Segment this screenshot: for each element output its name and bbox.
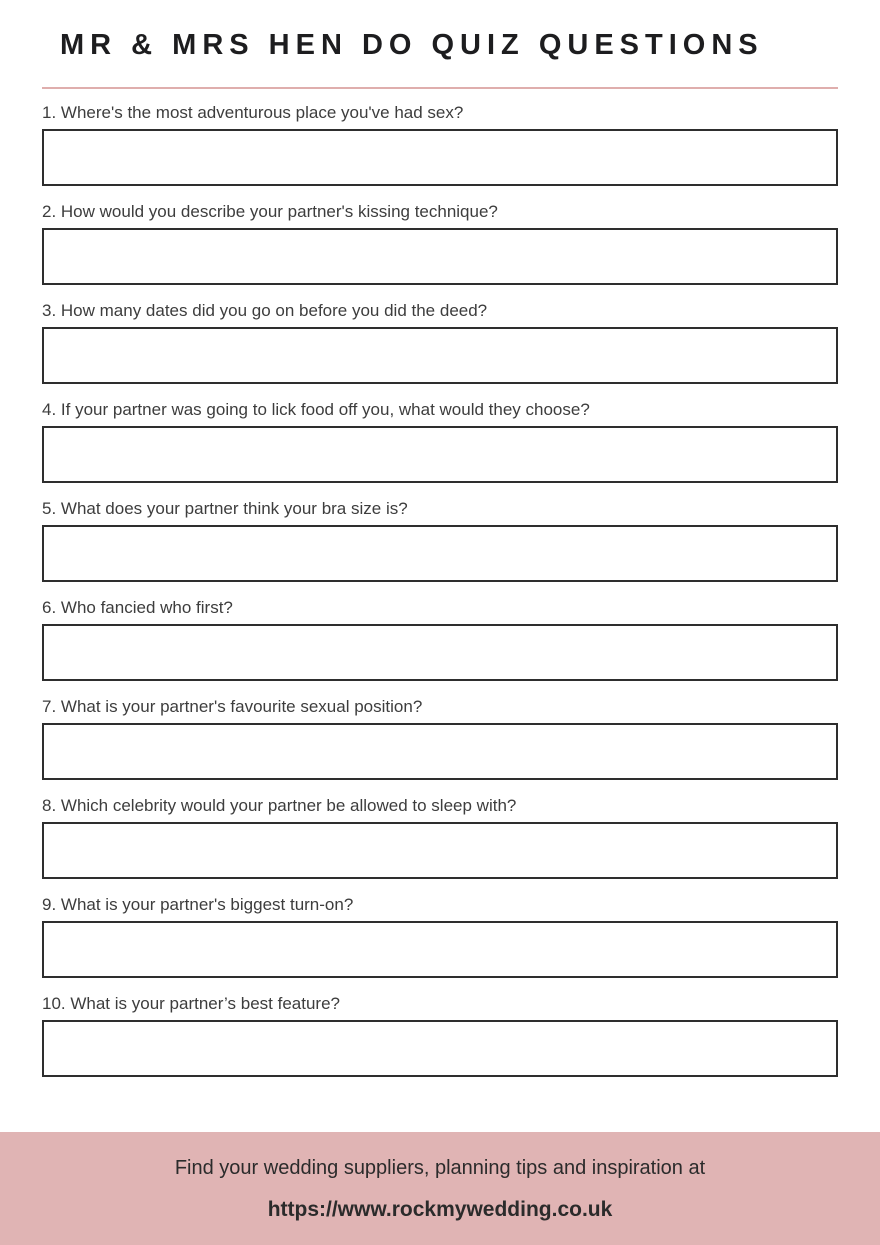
footer-tagline: Find your wedding suppliers, planning tips and inspiration at	[174, 1156, 706, 1179]
question-label: 8. Which celebrity would your partner be allowed to sleep with?	[42, 796, 517, 815]
question-label: 7. What is your partner's favourite sexual position?	[42, 697, 423, 716]
answer-box-9[interactable]	[42, 921, 838, 978]
question-label: 9. What is your partner's biggest turn-on?	[42, 895, 354, 914]
question-block-1	[42, 101, 838, 186]
question-block-7	[42, 695, 838, 780]
question-block-6	[42, 596, 838, 681]
question-label: 4. If your partner was going to lick food off you, what would they choose?	[42, 400, 590, 419]
answer-box-7[interactable]	[42, 723, 838, 780]
question-label: 3. How many dates did you go on before you did the deed?	[42, 301, 488, 320]
footer-url-link[interactable]: https://www.rockmywedding.co.uk	[267, 1197, 613, 1221]
page-title: MR & MRS HEN DO QUIZ QUESTIONS	[60, 29, 764, 61]
answer-box-2[interactable]	[42, 228, 838, 285]
answer-box-4[interactable]	[42, 426, 838, 483]
questions-list	[42, 101, 838, 1077]
footer-banner	[0, 1132, 880, 1245]
question-label: 5. What does your partner think your bra size is?	[42, 499, 408, 518]
question-block-3	[42, 299, 838, 384]
question-label: 1. Where's the most adventurous place you've had sex?	[42, 103, 464, 122]
question-label: 10. What is your partner’s best feature?	[42, 994, 340, 1013]
question-block-8	[42, 794, 838, 879]
title-divider	[42, 87, 838, 89]
answer-box-6[interactable]	[42, 624, 838, 681]
question-block-5	[42, 497, 838, 582]
answer-box-5[interactable]	[42, 525, 838, 582]
document-header	[42, 28, 838, 89]
question-label: 2. How would you describe your partner's kissing technique?	[42, 202, 498, 221]
answer-box-3[interactable]	[42, 327, 838, 384]
question-block-2	[42, 200, 838, 285]
answer-box-10[interactable]	[42, 1020, 838, 1077]
question-block-10	[42, 992, 838, 1077]
question-label: 6. Who fancied who first?	[42, 598, 233, 617]
answer-box-1[interactable]	[42, 129, 838, 186]
question-block-4	[42, 398, 838, 483]
question-block-9	[42, 893, 838, 978]
answer-box-8[interactable]	[42, 822, 838, 879]
